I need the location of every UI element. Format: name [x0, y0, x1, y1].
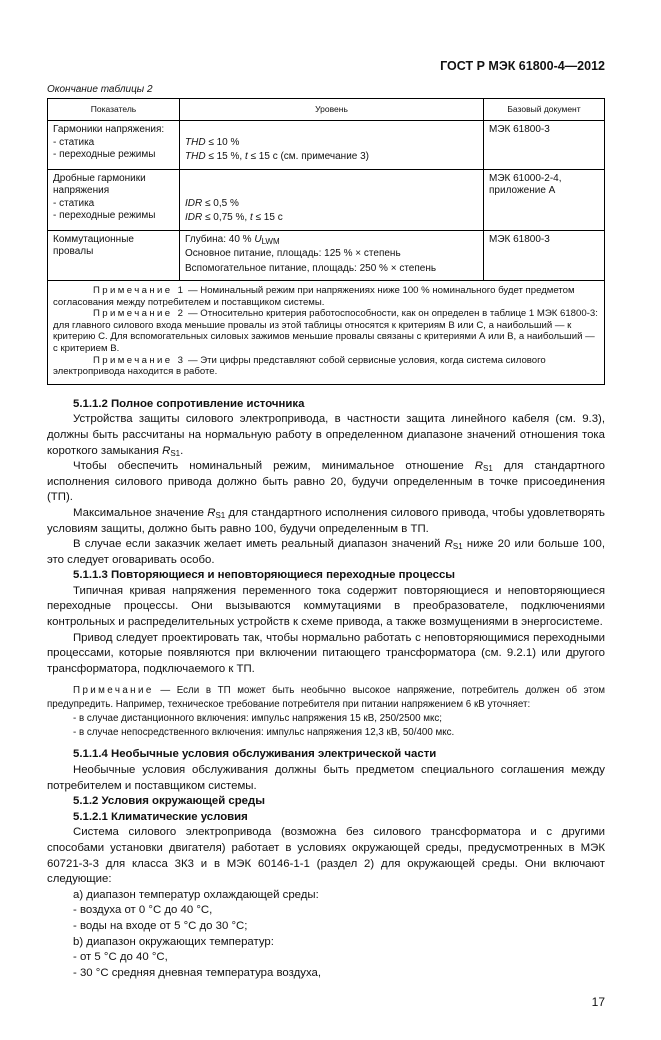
text-segment: Максимальное значение	[73, 506, 208, 519]
level-line	[185, 234, 478, 247]
table-note	[53, 355, 599, 378]
text-segment: Основное питание, площадь: 125 % × степень	[185, 248, 401, 259]
note-label: Примечание 2	[93, 308, 186, 320]
level-cell	[180, 230, 484, 281]
text-segment: ≤ 15 %,	[205, 151, 245, 162]
note-text: — Эти цифры представляют собой сервисные условия, когда система силового электропривода находится в работе.	[53, 354, 546, 378]
subscript: S1	[170, 448, 181, 458]
spacer	[185, 124, 478, 137]
text-segment: ≤ 10 %	[205, 136, 240, 148]
subscript: S1	[483, 464, 493, 474]
level-line	[185, 198, 478, 211]
paragraph: Привод следует проектировать так, чтобы нормально работать с неповторяющимися переходными процессами, которые появляются при включении питающего трансформатора (см. 9.2.1) или другого трансформатора, подключаемого к ТП.	[47, 631, 605, 675]
level-line	[185, 151, 478, 164]
section-heading-5-1-1-4: 5.1.1.4 Необычные условия обслуживания электрической части	[73, 748, 437, 761]
text-segment: для стандартного исполнения силового привода должно быть равно 20, будучи определенным в точке присоединения (ТП).	[47, 460, 605, 504]
text-segment: t	[249, 212, 253, 223]
table-row	[48, 169, 605, 230]
text-segment: IDR	[185, 197, 203, 209]
cell-line: Гармоники напряжения:	[53, 124, 165, 135]
paragraph	[47, 459, 605, 506]
cell-line: - статика	[53, 197, 95, 209]
note	[47, 684, 605, 712]
text-segment: .	[180, 444, 184, 457]
table-note	[53, 285, 599, 308]
text-segment: ≤ 15 с	[252, 212, 283, 223]
paragraph	[47, 412, 605, 459]
text-segment: R	[162, 444, 171, 457]
paragraph	[47, 506, 605, 537]
text-segment: t	[244, 151, 248, 162]
base-doc-cell	[484, 230, 605, 281]
text-segment: THD	[185, 136, 206, 148]
table-caption: Окончание таблицы 2	[47, 84, 153, 95]
body-text	[47, 397, 605, 982]
list-item: - от 5 °С до 40 °С,	[73, 951, 168, 964]
text-segment: R	[444, 538, 453, 551]
text-segment: Глубина: 40 %	[185, 233, 255, 245]
column-header: Уровень	[180, 99, 484, 121]
cell-line: Коммутационные провалы	[53, 233, 134, 257]
section-heading-5-1-2-1: 5.1.2.1 Климатические условия	[73, 810, 248, 823]
subscript: S1	[215, 510, 226, 520]
text-segment: ≤ 0,75 %,	[202, 212, 250, 223]
note-text: — Относительно критерия работоспособности, как он определен в таблице 1 МЭК 61800-3: для главного силового входа меньшие провалы из этой таблицы относятся к критериям В или С, а наибольший — к критерию С. Для вспомогательных силовых зажимов меньшие провалы связаны с критериями А или В, а наибольший — с критерием В.	[53, 308, 598, 354]
note-text: — Если в ТП может быть необычно высокое напряжение, потребитель должен об этом предупредить. Например, техническое требование потребителя при питании напряжением 6 кВ уточняет:	[47, 685, 605, 711]
text-segment: U	[254, 233, 262, 245]
column-header: Показатель	[48, 99, 180, 121]
text-segment: R	[207, 506, 216, 519]
table-2	[47, 98, 605, 385]
list-item: b) диапазон окружающих температур:	[73, 935, 274, 948]
cell-line: МЭК 61800-3	[489, 233, 550, 245]
column-header: Базовый документ	[484, 99, 605, 121]
text-segment: В случае если заказчик желает иметь реальный диапазон значений	[73, 538, 445, 551]
text-segment: для стандартного исполнения силового привода, чтобы удовлетворять условиям защиты, должно быть равно 100, будучи определенным в ТП.	[47, 506, 605, 535]
paragraph	[47, 537, 605, 568]
cell-line: МЭК 61000-2-4,	[489, 172, 562, 184]
cell-line: напряжения	[53, 185, 110, 196]
text-segment: THD	[185, 151, 206, 162]
paragraph: Система силового электропривода (возможна без силового трансформатора и с другими способами установки двигателя) работает в условиях окружающей среды, предусмотренных в МЭК 60721-3-3 для класса 3К3 и в МЭК 60146-1-1 (раздел 2) для окружающей среды. Они включают следующие:	[47, 826, 605, 886]
section-heading-5-1-2: 5.1.2 Условия окружающей среды	[73, 795, 265, 808]
table-row	[48, 121, 605, 170]
page-number: 17	[591, 995, 605, 1010]
subscript: LWM	[261, 236, 280, 246]
table-row	[48, 230, 605, 281]
indicator-cell	[48, 230, 180, 281]
document-id: ГОСТ Р МЭК 61800-4—2012	[440, 59, 605, 73]
text-segment: ≤ 15 с (см. примечание 3)	[247, 151, 370, 162]
text-segment: Вспомогательное питание, площадь: 250 % × степень	[185, 262, 437, 274]
indicator-cell	[48, 121, 180, 170]
cell-line: - переходные режимы	[53, 149, 156, 160]
level-cell	[180, 169, 484, 230]
table-notes	[48, 281, 605, 385]
indicator-cell	[48, 169, 180, 230]
table-header-row	[48, 99, 605, 121]
table-notes-row	[48, 281, 605, 385]
note-text: — Номинальный режим при напряжениях ниже 100 % номинального будет предметом согласования между потребителем и поставщиком системы.	[53, 285, 575, 308]
spacer	[185, 173, 478, 186]
list-item: - 30 °С средняя дневная температура воздуха,	[73, 966, 322, 979]
text-segment: Чтобы обеспечить номинальный режим, минимальное отношение	[73, 460, 475, 473]
section-heading-5-1-1-2: 5.1.1.2 Полное сопротивление источника	[73, 397, 305, 410]
note-label: Примечание 1	[93, 285, 186, 296]
level-line	[185, 212, 478, 225]
list-item: - воздуха от 0 °С до 40 °С,	[73, 904, 213, 917]
paragraph: Типичная кривая напряжения переменного тока содержит повторяющиеся и неповторяющиеся переходные процессы. Они вызываются коммутациями в преобразователе, подключениями контрольных и распределительных устройств к схеме привода, а также возмущениями в энергосистеме.	[47, 584, 605, 629]
note-item: - в случае дистанционного включения: импульс напряжения 15 кВ, 250/2500 мкс;	[73, 713, 443, 725]
text-segment: R	[474, 460, 484, 473]
level-cell	[180, 121, 484, 170]
list-item: - воды на входе от 5 °С до 30 °С;	[73, 919, 248, 932]
base-doc-cell	[484, 121, 605, 170]
cell-line: Дробные гармоники	[53, 172, 146, 184]
level-line	[185, 248, 478, 261]
note-label: Примечание 3	[93, 354, 186, 366]
cell-line: МЭК 61800-3	[489, 124, 550, 135]
section-heading-5-1-1-3: 5.1.1.3 Повторяющиеся и неповторяющиеся переходные процессы	[73, 569, 456, 582]
text-segment: IDR	[185, 212, 203, 223]
note-label: Примечание	[73, 685, 154, 697]
text-segment: ≤ 0,5 %	[202, 197, 239, 209]
level-line	[185, 263, 478, 276]
cell-line: - переходные режимы	[53, 210, 156, 221]
list-item: a) диапазон температур охлаждающей среды:	[73, 888, 319, 901]
base-doc-cell	[484, 169, 605, 230]
note-item: - в случае непосредственного включения: импульс напряжения 12,3 кВ, 50/400 мкс.	[73, 727, 455, 739]
cell-line: - статика	[53, 136, 95, 148]
table-note	[53, 308, 599, 354]
paragraph: Необычные условия обслуживания должны быть предметом специального соглашения между потребителем и поставщиком системы.	[47, 764, 605, 792]
spacer	[185, 185, 478, 198]
text-segment: Устройства защиты силового электропривода, в частности защита линейного кабеля (см. 9.3), должны быть рассчитаны на нормальную работу в определенном диапазоне значений отношения тока короткого замыкания	[47, 413, 605, 457]
cell-line: приложение А	[489, 185, 556, 196]
text-segment: ниже 20 или больше 100, это следует оговаривать особо.	[47, 538, 605, 566]
level-line	[185, 137, 478, 150]
subscript: S1	[452, 542, 463, 552]
